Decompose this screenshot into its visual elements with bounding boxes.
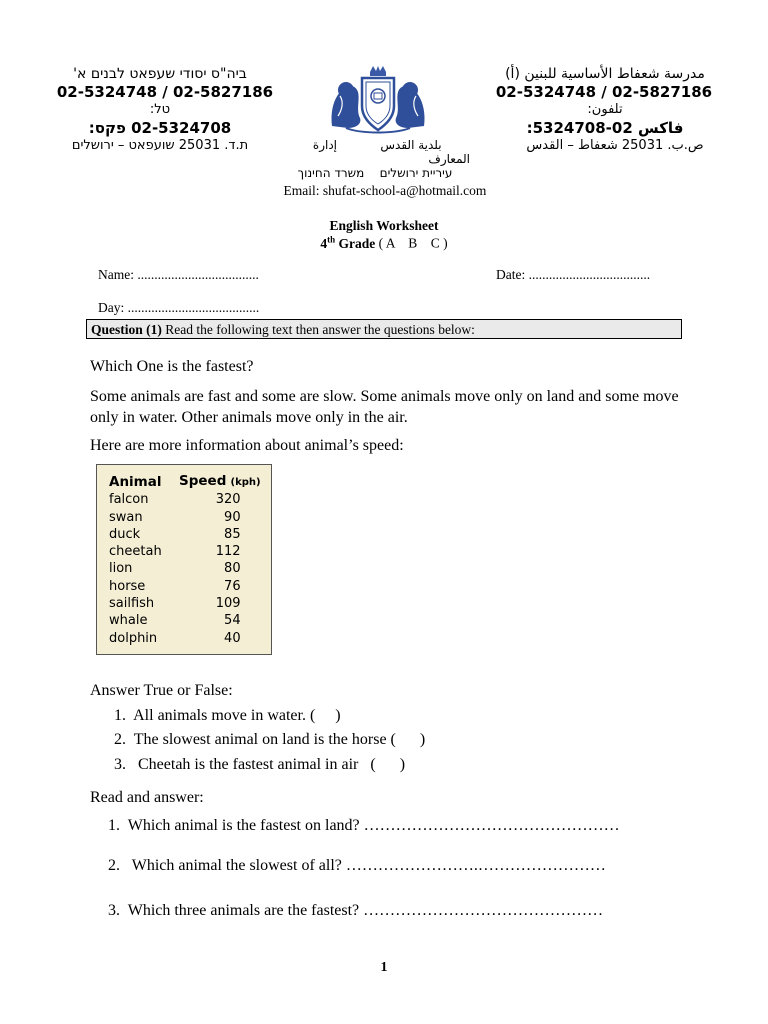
animal-speed: 76 — [224, 578, 241, 594]
question-1-instruction: Read the following text then answer the questions below: — [161, 322, 475, 337]
arabic-school-name: مدرسة شعفاط الأساسية للبنين (أ) — [505, 66, 705, 82]
tf-item-3: 3. Cheetah is the fastest animal in air ( ) — [114, 756, 406, 773]
arabic-fax: فاكس 02-5324708: — [526, 119, 684, 137]
col-speed-header — [179, 473, 261, 491]
animal-speed: 54 — [224, 613, 241, 629]
table-header-row — [109, 473, 261, 491]
animal-name: whale — [109, 613, 148, 629]
arabic-tel-label: تلفون: — [587, 102, 623, 117]
ministry-hebrew: משרד החינוך — [297, 166, 365, 180]
table-row — [109, 543, 261, 560]
animal-name: swan — [109, 509, 143, 525]
col-animal-header: Animal — [109, 473, 162, 490]
passage-paragraph: Some animals are fast and some are slow. Some animals move only on land and some move only in water. Other animals move only in the air. — [90, 388, 679, 426]
col-speed-label: Speed — [179, 473, 227, 489]
ra-item-1: 1. Which animal is the fastest on land? ………………………………………… — [108, 817, 620, 834]
table-row — [109, 526, 261, 543]
grade-word: Grade — [335, 235, 376, 251]
animal-speed: 40 — [224, 630, 241, 646]
hebrew-school-name: ביה"ס יסודי שעפאט לבנים א' — [73, 66, 247, 82]
grade-options: ( A B C ) — [375, 235, 448, 251]
grade-line — [0, 234, 768, 252]
passage-intro: Here are more information about animal’s speed: — [90, 437, 404, 454]
table-row — [109, 560, 261, 577]
animal-speed: 80 — [224, 561, 241, 577]
school-email: Email: shufat-school-a@hotmail.com — [283, 183, 487, 198]
arabic-phones: 02-5324748 / 02-5827186 — [495, 83, 713, 101]
education-admin-arabic-1: إدارة — [312, 138, 337, 152]
day-field[interactable]: Day: ....................................... — [98, 300, 260, 315]
tf-item-1: 1. All animals move in water. ( ) — [114, 707, 341, 724]
animal-name: horse — [109, 578, 146, 594]
animal-name: sailfish — [109, 596, 155, 612]
table-row — [109, 630, 261, 647]
read-answer-heading: Read and answer: — [90, 789, 204, 806]
school-emblem-icon — [326, 66, 430, 136]
animal-speed: 112 — [215, 544, 241, 560]
table-row — [109, 595, 261, 612]
speed-table — [109, 473, 261, 647]
hebrew-phones: 02-5324748 / 02-5827186 — [56, 83, 274, 101]
animal-speed: 90 — [224, 509, 241, 525]
table-row — [109, 612, 261, 629]
arabic-address: ص.ب. 25031 شعفاط – القدس — [526, 138, 704, 153]
ra-item-3: 3. Which three animals are the fastest? ……………………………………… — [108, 902, 604, 919]
passage-heading: Which One is the fastest? — [90, 358, 254, 375]
grade-suffix: th — [327, 234, 336, 244]
animal-speed-table — [96, 464, 272, 655]
education-admin-arabic-2: المعارف — [428, 152, 470, 166]
animal-name: dolphin — [109, 630, 158, 646]
table-row — [109, 578, 261, 595]
question-1-label: Question (1) — [91, 322, 162, 337]
animal-name: lion — [109, 561, 133, 577]
animal-speed: 109 — [215, 596, 241, 612]
hebrew-tel-label: טל: — [149, 102, 171, 117]
municipality-hebrew: עיריית ירושלים — [379, 166, 453, 180]
grade-number: 4 — [320, 235, 328, 251]
page-number: 1 — [380, 960, 388, 975]
worksheet-title: English Worksheet — [329, 218, 439, 233]
true-false-heading: Answer True or False: — [90, 682, 233, 699]
tf-item-2: 2. The slowest animal on land is the horse ( ) — [114, 731, 426, 748]
municipality-arabic: بلدية القدس — [380, 138, 442, 152]
table-row — [109, 491, 261, 508]
animal-name: cheetah — [109, 544, 162, 560]
animal-speed: 85 — [224, 526, 241, 542]
ra-item-2: 2. Which animal the slowest of all? …………………….…………………… — [108, 857, 606, 874]
hebrew-address: ת.ד. 25031 שועפאט – ירושלים — [71, 138, 249, 153]
animal-name: falcon — [109, 492, 149, 508]
hebrew-fax: 02-5324708 פקס: — [88, 119, 232, 137]
question-1-box — [86, 319, 682, 339]
date-field[interactable]: Date: .................................... — [496, 267, 651, 282]
col-speed-unit: (kph) — [230, 477, 261, 488]
animal-speed: 320 — [215, 492, 241, 508]
name-field[interactable]: Name: .................................... — [98, 267, 259, 282]
table-row — [109, 509, 261, 526]
animal-name: duck — [109, 526, 141, 542]
